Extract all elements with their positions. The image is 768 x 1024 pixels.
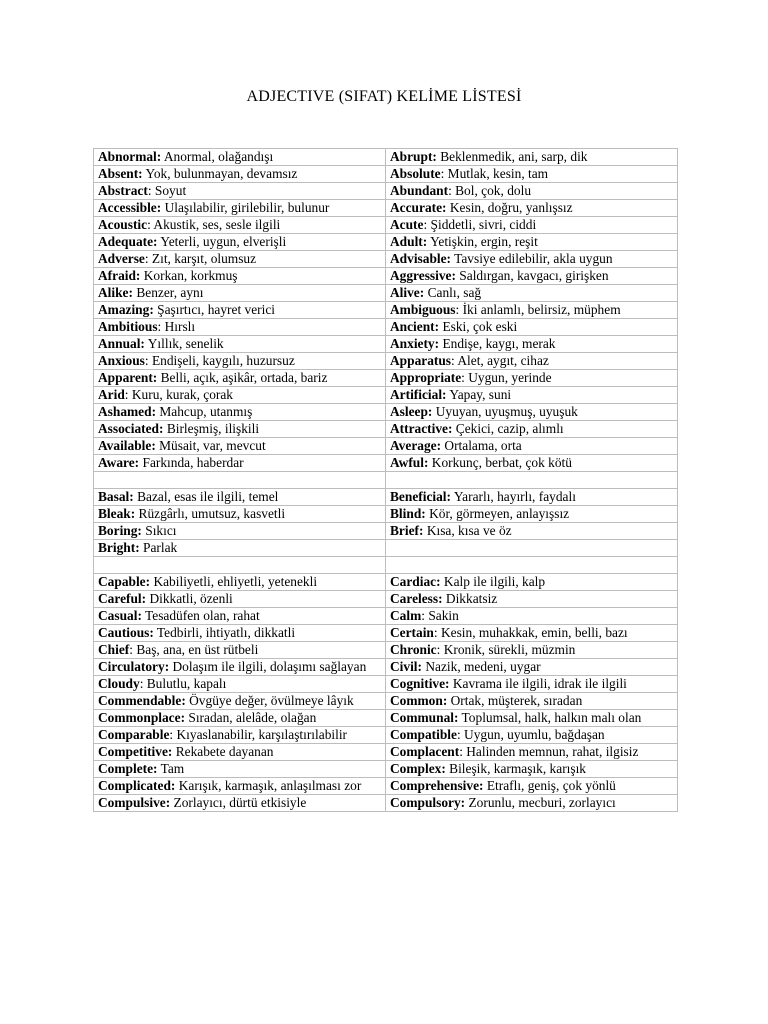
term-word: Advisable:: [390, 251, 452, 266]
entry-cell-left: [94, 574, 386, 591]
term-definition: : Kesin, muhakkak, emin, belli, bazı: [433, 625, 628, 640]
entry-cell-left: [94, 727, 386, 744]
table-row: [94, 268, 678, 285]
entry-cell-left: [94, 302, 386, 319]
term-definition: : Kuru, kurak, çorak: [124, 387, 234, 402]
term-definition: : Hırslı: [157, 319, 196, 334]
entry-cell-left: [94, 625, 386, 642]
term-definition: Şaşırtıcı, hayret verici: [153, 302, 276, 317]
term-word: Aggressive:: [390, 268, 456, 283]
term-definition: Tesadüfen olan, rahat: [141, 608, 260, 623]
term-definition: Zorlayıcı, dürtü etkisiyle: [170, 795, 307, 810]
term-definition: Kabiliyetli, ehliyetli, yetenekli: [150, 574, 318, 589]
empty-cell: [94, 557, 386, 574]
table-row: [94, 336, 678, 353]
term-definition: Kör, görmeyen, anlayışsız: [425, 506, 570, 521]
table-row: [94, 438, 678, 455]
term-definition: : Baş, ana, en üst rütbeli: [129, 642, 259, 657]
entry-cell-left: [94, 659, 386, 676]
term-word: Comparable: [98, 727, 170, 742]
term-word: Communal:: [390, 710, 459, 725]
table-row: [94, 591, 678, 608]
term-word: Annual:: [98, 336, 145, 351]
term-word: Compatible: [390, 727, 457, 742]
table-row: [94, 183, 678, 200]
term-definition: Yapay, suni: [446, 387, 512, 402]
entry-cell-right: [386, 659, 678, 676]
entry-cell-left: [94, 183, 386, 200]
entry-cell-left: [94, 285, 386, 302]
table-row: [94, 421, 678, 438]
table-row: [94, 251, 678, 268]
term-word: Acoustic: [98, 217, 148, 232]
table-row: [94, 574, 678, 591]
term-word: Blind:: [390, 506, 426, 521]
term-word: Abstract: [98, 183, 148, 198]
entry-cell-right: [386, 421, 678, 438]
entry-cell-right: [386, 251, 678, 268]
term-definition: Dikkatli, özenli: [146, 591, 233, 606]
entry-cell-left: [94, 778, 386, 795]
entry-cell-right: [386, 166, 678, 183]
term-definition: : Sakin: [421, 608, 459, 623]
entry-cell-right: [386, 744, 678, 761]
entry-cell-left: [94, 387, 386, 404]
term-word: Capable:: [98, 574, 151, 589]
entry-cell-right: [386, 710, 678, 727]
table-row: [94, 319, 678, 336]
term-definition: Bileşik, karmaşık, karışık: [445, 761, 587, 776]
table-row: [94, 217, 678, 234]
entry-cell-left: [94, 370, 386, 387]
table-row: [94, 353, 678, 370]
term-word: Circulatory:: [98, 659, 170, 674]
term-word: Cognitive:: [390, 676, 450, 691]
entry-cell-left: [94, 438, 386, 455]
entry-cell-right: [386, 625, 678, 642]
entry-cell-right: [386, 642, 678, 659]
entry-cell-right: [386, 217, 678, 234]
term-definition: Tedbirli, ihtiyatlı, dikkatli: [153, 625, 296, 640]
table-row: [94, 795, 678, 812]
term-word: Available:: [98, 438, 156, 453]
term-word: Afraid:: [98, 268, 141, 283]
entry-cell-right: [386, 234, 678, 251]
term-definition: : İki anlamlı, belirsiz, müphem: [455, 302, 621, 317]
entry-cell-left: [94, 489, 386, 506]
term-definition: Yeterli, uygun, elverişli: [157, 234, 287, 249]
term-definition: : Kronik, sürekli, müzmin: [436, 642, 576, 657]
entry-cell-left: [94, 149, 386, 166]
term-word: Ashamed:: [98, 404, 157, 419]
term-word: Apparent:: [98, 370, 158, 385]
entry-cell-right: [386, 540, 678, 557]
term-definition: Korkunç, berbat, çok kötü: [428, 455, 572, 470]
term-definition: : Uygun, yerinde: [461, 370, 552, 385]
entry-cell-left: [94, 710, 386, 727]
entry-cell-left: [94, 506, 386, 523]
table-row: [94, 625, 678, 642]
entry-cell-right: [386, 523, 678, 540]
term-word: Acute: [390, 217, 424, 232]
table-row: [94, 523, 678, 540]
table-row: [94, 370, 678, 387]
term-word: Arid: [98, 387, 125, 402]
term-definition: Yetişkin, ergin, reşit: [427, 234, 538, 249]
term-word: Attractive:: [390, 421, 453, 436]
spacer-row: [94, 472, 678, 489]
term-word: Adequate:: [98, 234, 158, 249]
term-word: Commonplace:: [98, 710, 186, 725]
entry-cell-left: [94, 200, 386, 217]
term-definition: Toplumsal, halk, halkın malı olan: [458, 710, 642, 725]
term-word: Complicated:: [98, 778, 176, 793]
table-row: [94, 676, 678, 693]
term-definition: Yok, bulunmayan, devamsız: [142, 166, 298, 181]
term-definition: Parlak: [139, 540, 178, 555]
term-word: Complete:: [98, 761, 158, 776]
entry-cell-left: [94, 251, 386, 268]
term-word: Alive:: [390, 285, 425, 300]
entry-cell-right: [386, 183, 678, 200]
term-definition: Karışık, karmaşık, anlaşılması zor: [175, 778, 362, 793]
term-definition: Saldırgan, kavgacı, girişken: [455, 268, 609, 283]
term-definition: Nazik, medeni, uygar: [422, 659, 541, 674]
term-definition: Endişe, kaygı, merak: [439, 336, 556, 351]
term-word: Certain: [390, 625, 434, 640]
entry-cell-left: [94, 608, 386, 625]
term-word: Beneficial:: [390, 489, 451, 504]
table-row: [94, 200, 678, 217]
term-word: Calm: [390, 608, 422, 623]
table-row: [94, 387, 678, 404]
term-definition: Kısa, kısa ve öz: [423, 523, 512, 538]
term-definition: Yararlı, hayırlı, faydalı: [450, 489, 576, 504]
term-word: Commendable:: [98, 693, 186, 708]
term-word: Absent:: [98, 166, 143, 181]
table-row: [94, 302, 678, 319]
term-definition: Kavrama ile ilgili, idrak ile ilgili: [449, 676, 627, 691]
entry-cell-right: [386, 608, 678, 625]
term-definition: Beklenmedik, ani, sarp, dik: [436, 149, 588, 164]
term-word: Accessible:: [98, 200, 162, 215]
term-word: Aware:: [98, 455, 140, 470]
term-word: Appropriate: [390, 370, 462, 385]
spacer-row: [94, 557, 678, 574]
entry-cell-right: [386, 676, 678, 693]
term-word: Casual:: [98, 608, 142, 623]
entry-cell-right: [386, 778, 678, 795]
term-definition: Korkan, korkmuş: [140, 268, 238, 283]
term-definition: : Alet, aygıt, cihaz: [451, 353, 549, 368]
entry-cell-left: [94, 540, 386, 557]
term-word: Complacent: [390, 744, 460, 759]
term-definition: Farkında, haberdar: [139, 455, 244, 470]
term-definition: Dolaşım ile ilgili, dolaşımı sağlayan: [169, 659, 367, 674]
entry-cell-left: [94, 455, 386, 472]
term-word: Cloudy: [98, 676, 140, 691]
table-row: [94, 608, 678, 625]
entry-cell-left: [94, 676, 386, 693]
entry-cell-right: [386, 727, 678, 744]
entry-cell-left: [94, 693, 386, 710]
term-definition: : Şiddetli, sivri, ciddi: [423, 217, 537, 232]
term-definition: Müsait, var, mevcut: [155, 438, 266, 453]
term-word: Ancient:: [390, 319, 440, 334]
term-definition: : Bulutlu, kapalı: [139, 676, 227, 691]
entry-cell-left: [94, 268, 386, 285]
entry-cell-right: [386, 506, 678, 523]
entry-cell-right: [386, 336, 678, 353]
term-word: Chief: [98, 642, 130, 657]
table-row: [94, 506, 678, 523]
entry-cell-left: [94, 795, 386, 812]
entry-cell-right: [386, 761, 678, 778]
term-word: Bleak:: [98, 506, 136, 521]
term-word: Competitive:: [98, 744, 173, 759]
term-definition: Tam: [157, 761, 185, 776]
entry-cell-right: [386, 200, 678, 217]
term-word: Chronic: [390, 642, 437, 657]
term-definition: Eski, çok eski: [439, 319, 518, 334]
entry-cell-right: [386, 591, 678, 608]
term-word: Ambiguous: [390, 302, 456, 317]
term-definition: Yıllık, senelik: [144, 336, 224, 351]
term-word: Abundant: [390, 183, 449, 198]
adjective-table: [93, 148, 678, 812]
term-word: Absolute: [390, 166, 441, 181]
term-word: Civil:: [390, 659, 422, 674]
entry-cell-right: [386, 319, 678, 336]
entry-cell-left: [94, 336, 386, 353]
term-word: Associated:: [98, 421, 164, 436]
term-word: Basal:: [98, 489, 134, 504]
entry-cell-right: [386, 795, 678, 812]
term-definition: Ulaşılabilir, girilebilir, bulunur: [161, 200, 330, 215]
table-row: [94, 285, 678, 302]
entry-cell-right: [386, 285, 678, 302]
term-definition: Kalp ile ilgili, kalp: [440, 574, 546, 589]
entry-cell-left: [94, 404, 386, 421]
entry-cell-right: [386, 370, 678, 387]
entry-cell-left: [94, 234, 386, 251]
entry-cell-left: [94, 744, 386, 761]
table-row: [94, 455, 678, 472]
table-row: [94, 642, 678, 659]
term-definition: Ortak, müşterek, sıradan: [447, 693, 583, 708]
table-row: [94, 404, 678, 421]
term-definition: : Soyut: [147, 183, 187, 198]
term-definition: Sıkıcı: [141, 523, 177, 538]
term-definition: : Mutlak, kesin, tam: [440, 166, 549, 181]
entry-cell-right: [386, 149, 678, 166]
term-word: Bright:: [98, 540, 140, 555]
term-word: Artificial:: [390, 387, 447, 402]
entry-cell-left: [94, 217, 386, 234]
term-definition: Rüzgârlı, umutsuz, kasvetli: [135, 506, 286, 521]
table-row: [94, 744, 678, 761]
term-word: Awful:: [390, 455, 429, 470]
adjective-table-body: [94, 149, 678, 812]
table-row: [94, 540, 678, 557]
term-definition: Kesin, doğru, yanlışsız: [446, 200, 573, 215]
term-word: Complex:: [390, 761, 446, 776]
term-word: Cardiac:: [390, 574, 441, 589]
term-definition: : Akustik, ses, sesle ilgili: [147, 217, 281, 232]
table-row: [94, 234, 678, 251]
term-word: Compulsory:: [390, 795, 466, 810]
term-word: Ambitious: [98, 319, 158, 334]
entry-cell-right: [386, 574, 678, 591]
entry-cell-right: [386, 404, 678, 421]
term-definition: Bazal, esas ile ilgili, temel: [133, 489, 279, 504]
entry-cell-left: [94, 166, 386, 183]
entry-cell-left: [94, 591, 386, 608]
entry-cell-right: [386, 353, 678, 370]
term-word: Comprehensive:: [390, 778, 484, 793]
entry-cell-right: [386, 268, 678, 285]
term-word: Abnormal:: [98, 149, 162, 164]
term-word: Average:: [390, 438, 442, 453]
term-definition: : Bol, çok, dolu: [448, 183, 532, 198]
entry-cell-left: [94, 319, 386, 336]
term-word: Careful:: [98, 591, 147, 606]
term-definition: Övgüye değer, övülmeye lâyık: [185, 693, 354, 708]
document-title: ADJECTIVE (SIFAT) KELİME LİSTESİ: [246, 88, 522, 105]
entry-cell-left: [94, 761, 386, 778]
term-definition: : Kıyaslanabilir, karşılaştırılabilir: [169, 727, 348, 742]
term-definition: Mahcup, utanmış: [156, 404, 253, 419]
entry-cell-right: [386, 455, 678, 472]
table-row: [94, 659, 678, 676]
entry-cell-left: [94, 642, 386, 659]
table-row: [94, 761, 678, 778]
term-word: Adverse: [98, 251, 145, 266]
term-definition: Canlı, sağ: [424, 285, 482, 300]
entry-cell-left: [94, 523, 386, 540]
term-word: Amazing:: [98, 302, 154, 317]
empty-cell: [94, 472, 386, 489]
term-definition: : Endişeli, kaygılı, huzursuz: [144, 353, 295, 368]
entry-cell-right: [386, 438, 678, 455]
term-word: Boring:: [98, 523, 142, 538]
term-word: Apparatus: [390, 353, 452, 368]
term-word: Anxiety:: [390, 336, 440, 351]
table-row: [94, 166, 678, 183]
term-definition: Belli, açık, aşikâr, ortada, bariz: [157, 370, 328, 385]
term-definition: Etraflı, geniş, çok yönlü: [483, 778, 616, 793]
term-word: Brief:: [390, 523, 424, 538]
term-word: Abrupt:: [390, 149, 437, 164]
term-word: Adult:: [390, 234, 428, 249]
term-definition: Tavsiye edilebilir, akla uygun: [451, 251, 613, 266]
table-row: [94, 710, 678, 727]
empty-cell: [386, 472, 678, 489]
entry-cell-left: [94, 421, 386, 438]
term-definition: Birleşmiş, ilişkili: [163, 421, 260, 436]
term-word: Compulsive:: [98, 795, 171, 810]
term-definition: Çekici, cazip, alımlı: [452, 421, 564, 436]
term-definition: Dikkatsiz: [442, 591, 498, 606]
term-word: Cautious:: [98, 625, 154, 640]
table-row: [94, 693, 678, 710]
term-definition: Uyuyan, uyuşmuş, uyuşuk: [432, 404, 578, 419]
term-definition: Rekabete dayanan: [172, 744, 274, 759]
table-row: [94, 778, 678, 795]
entry-cell-right: [386, 489, 678, 506]
term-definition: : Halinden memnun, rahat, ilgisiz: [459, 744, 639, 759]
table-row: [94, 727, 678, 744]
term-definition: : Uygun, uyumlu, bağdaşan: [456, 727, 605, 742]
empty-cell: [386, 557, 678, 574]
table-row: [94, 489, 678, 506]
term-definition: Ortalama, orta: [441, 438, 522, 453]
term-definition: : Zıt, karşıt, olumsuz: [144, 251, 257, 266]
entry-cell-right: [386, 302, 678, 319]
term-definition: Benzer, aynı: [132, 285, 204, 300]
term-word: Alike:: [98, 285, 133, 300]
entry-cell-right: [386, 387, 678, 404]
term-definition: Anormal, olağandışı: [161, 149, 274, 164]
term-word: Asleep:: [390, 404, 433, 419]
term-definition: Sıradan, alelâde, olağan: [185, 710, 317, 725]
term-word: Accurate:: [390, 200, 447, 215]
term-word: Common:: [390, 693, 448, 708]
entry-cell-left: [94, 353, 386, 370]
table-row: [94, 149, 678, 166]
term-word: Careless:: [390, 591, 443, 606]
term-definition: Zorunlu, mecburi, zorlayıcı: [465, 795, 616, 810]
term-word: Anxious: [98, 353, 145, 368]
entry-cell-right: [386, 693, 678, 710]
